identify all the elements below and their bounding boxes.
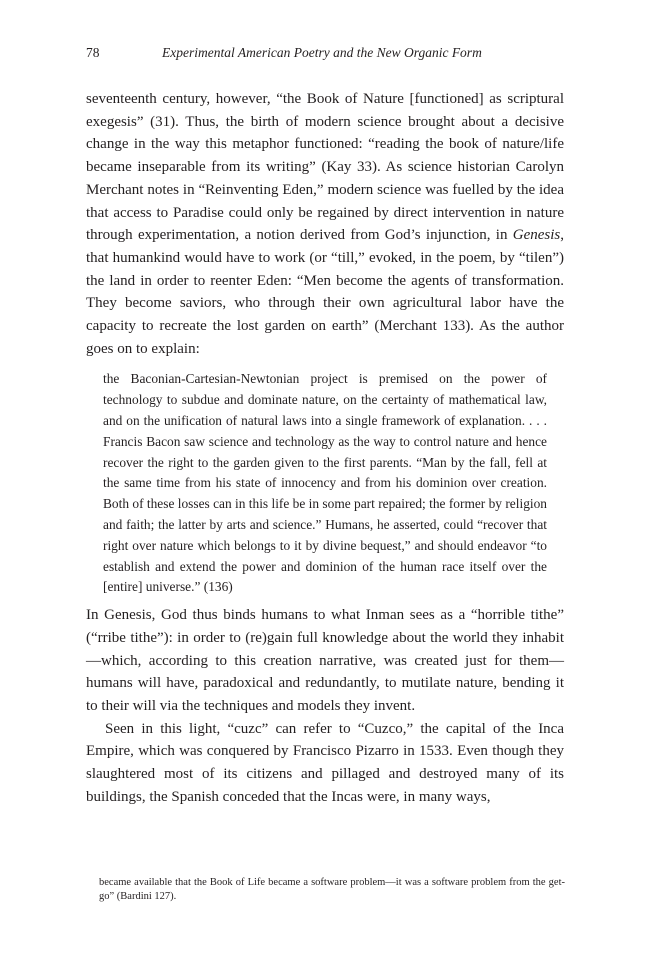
block-quote-text: the Baconian-Cartesian-Newtonian project is premised on the power of technology to subdue and dominate nature, on the certainty of mathematical law, and on the unification of natural laws into a single framework of explanation. . . . Francis Bacon saw science and technology as the way to control nature and hence recover the right to the garden given to the first parents. “Man by the fall, fell at the same time from his state of innocency and from his dominion over creation. Both of these losses can in this life be in some part repaired; the former by religion and faith; the latter by arts and science.” Humans, he asserted, could “recover that right over nature which belongs to it by divine bequest,” and should endeavor “to establish and extend the power and dominion of the human race itself over the [entire] universe.” (136) [103,371,548,595]
block-quote [103,369,547,598]
running-title: Experimental American Poetry and the New Organic Form [162,45,482,60]
footnote: became available that the Book of Life became a software problem—it was a software problem from the get-go” (Bardini 127). [99,877,565,902]
running-header [86,45,566,67]
genesis-italic: Genesis [512,227,561,244]
paragraph-1-part-a: seventeenth century, however, “the Book of Nature [functioned] as scriptural exegesis” (31). Thus, the birth of modern science brought about a decisive change in the way this metaphor functioned: “reading the book of nature/life became inseparable from its writing” (Kay 33). As science historian Carolyn Merchant notes in “Reinventing Eden,” modern science was fuelled by the idea that access to Paradise could only be regained by direct intervention in nature through experimentation, a notion derived from God’s injunction, in [86,91,564,244]
paragraph-1 [86,88,564,360]
page-number: 78 [86,45,100,60]
paragraph-2: In Genesis, God thus binds humans to what Inman sees as a “horrible tithe” (“rribe tithe”): in order to (re)gain full knowledge about the world they inhabit—which, according to this creation narrative, was created just for them—humans will have, paradoxical and redundantly, to mutilate nature, bending it to their will via the techniques and models they invent. [86,607,564,715]
main-text [86,88,564,809]
paragraph-3: Seen in this light, “cuzc” can refer to “Cuzco,” the capital of the Inca Empire, which was conquered by Francisco Pizarro in 1533. Even though they slaughtered most of its citizens and pillaged and destroyed many of its buildings, the Spanish conceded that the Incas were, in many ways, [86,720,564,805]
paragraph-1-part-b: , that humankind would have to work (or “till,” evoked, in the poem, by “tilen”) the land in order to reenter Eden: “Men become the agents of transformation. They become saviors, who through their own agricultural labor have the capacity to recreate the lost garden on earth” (Merchant 133). As the author goes on to explain: [86,227,564,357]
